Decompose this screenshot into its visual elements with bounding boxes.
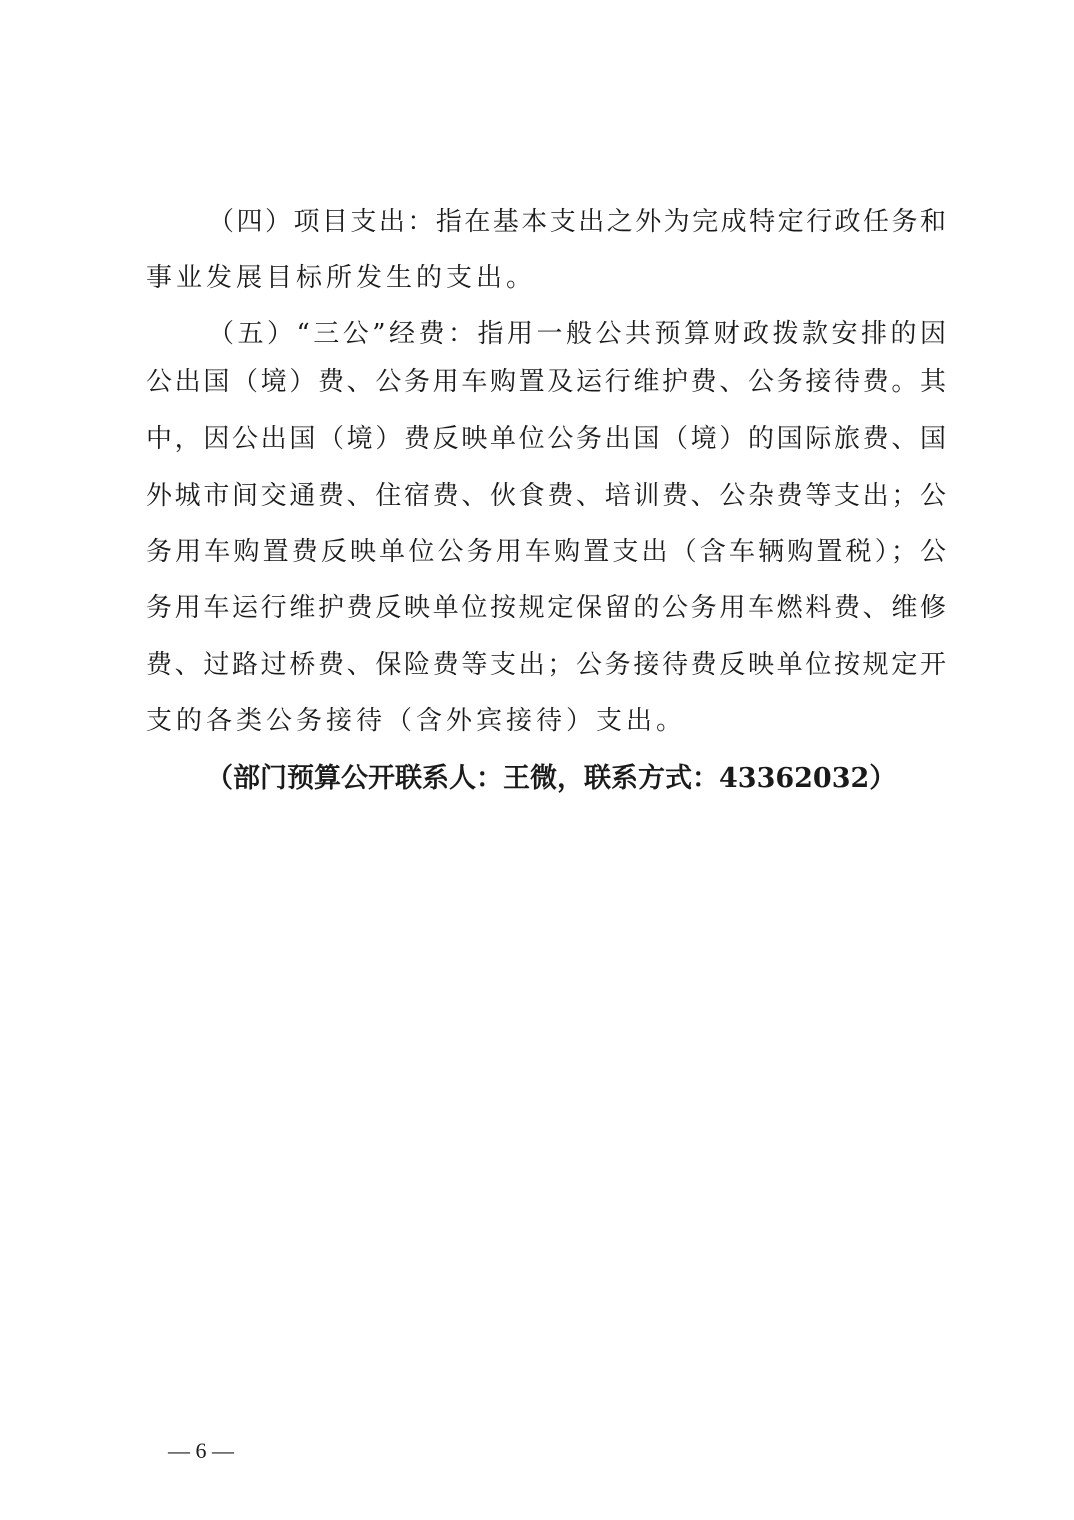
paragraph-5-line-7: 费、过路过桥费、保险费等支出；公务接待费反映单位按规定开: [146, 650, 946, 680]
paragraph-5-line-4: 外城市间交通费、住宿费、伙食费、培训费、公杂费等支出；公: [146, 481, 946, 511]
paragraph-5-line-5: 务用车购置费反映单位公务用车购置支出（含车辆购置税）；公: [146, 537, 946, 567]
paragraph-5-line-6: 务用车运行维护费反映单位按规定保留的公务用车燃料费、维修: [146, 593, 946, 623]
paragraph-5-line-3: 中，因公出国（境）费反映单位公务出国（境）的国际旅费、国: [146, 424, 946, 454]
paragraph-5-line-2: 公出国（境）费、公务用车购置及运行维护费、公务接待费。其: [146, 367, 946, 397]
paragraph-5-line-8: 支的各类公务接待（含外宾接待）支出。: [146, 706, 687, 736]
contact-info: （部门预算公开联系人：王微，联系方式：43362032）: [206, 763, 897, 794]
paragraph-5-line-1: （五）“三公”经费：指用一般公共预算财政拨款安排的因: [208, 319, 946, 349]
paragraph-4-line-2: 事业发展目标所发生的支出。: [146, 263, 537, 293]
page-number: — 6 —: [168, 1438, 234, 1463]
paragraph-4-line-1: （四）项目支出：指在基本支出之外为完成特定行政任务和: [208, 207, 946, 237]
